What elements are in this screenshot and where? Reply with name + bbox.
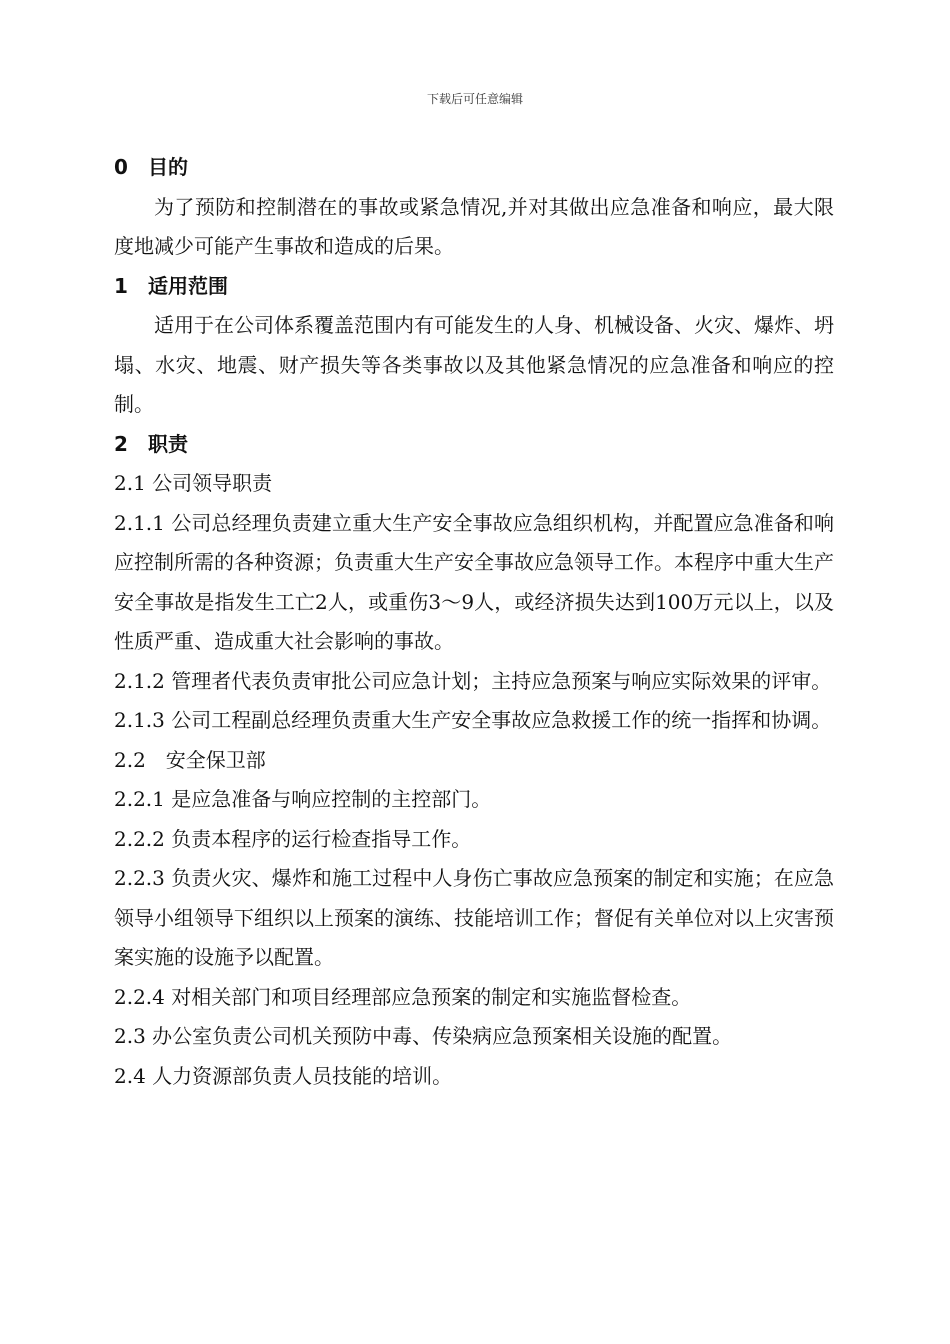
section-title: 目的 (148, 155, 188, 179)
page-header: 下载后可任意编辑 (426, 92, 523, 106)
section-number: 0 (114, 155, 128, 179)
item-2-1: 2.1 公司领导职责 (114, 471, 273, 495)
paragraph-purpose: 为了预防和控制潜在的事故或紧急情况,并对其做出应急准备和响应，最大限度地减少可能产生事故和造成的后果。 (114, 194, 834, 258)
section-heading-0 (114, 148, 834, 188)
section-title: 职责 (148, 431, 188, 456)
item-2-2: 2.2 安全保卫部 (114, 747, 266, 772)
item-2-2-3: 2.2.3 负责火灾、爆炸和施工过程中人身伤亡事故应急预案的制定和实施；在应急领导小组领导下组织以上预案的演练、技能培训工作；督促有关单位对以上灾害预案实施的设施予以配置。 (114, 866, 834, 969)
item-2-1-3: 2.1.3 公司工程副总经理负责重大生产安全事故应急救援工作的统一指挥和协调。 (114, 708, 832, 732)
section-heading-1 (114, 267, 834, 307)
section-number: 2 (114, 431, 128, 456)
item-2-1-2: 2.1.2 管理者代表负责审批公司应急计划；主持应急预案与响应实际效果的评审。 (114, 668, 832, 693)
item-2-3: 2.3 办公室负责公司机关预防中毒、传染病应急预案相关设施的配置。 (114, 1024, 733, 1048)
item-2-2-2: 2.2.2 负责本程序的运行检查指导工作。 (114, 826, 472, 851)
section-title: 适用范围 (148, 273, 228, 298)
section-number: 1 (114, 273, 128, 298)
item-2-2-4: 2.2.4 对相关部门和项目经理部应急预案的制定和实施监督检查。 (114, 984, 692, 1009)
item-2-1-1: 2.1.1 公司总经理负责建立重大生产安全事故应急组织机构，并配置应急准备和响应控制所需的各种资源；负责重大生产安全事故应急领导工作。本程序中重大生产安全事故是指发生工亡2人，或重伤3～9人，或经济损失达到100万元以上，以及性质严重、造成重大社会影响的事故。 (114, 510, 834, 653)
item-2-4: 2.4 人力资源部负责人员技能的培训。 (114, 1063, 453, 1088)
document-body (114, 148, 834, 1096)
section-heading-2 (114, 425, 834, 465)
paragraph-scope: 适用于在公司体系覆盖范围内有可能发生的人身、机械设备、火灾、爆炸、坍塌、水灾、地震、财产损失等各类事故以及其他紧急情况的应急准备和响应的控制。 (114, 313, 834, 416)
item-2-2-1: 2.2.1 是应急准备与响应控制的主控部门。 (114, 787, 492, 811)
